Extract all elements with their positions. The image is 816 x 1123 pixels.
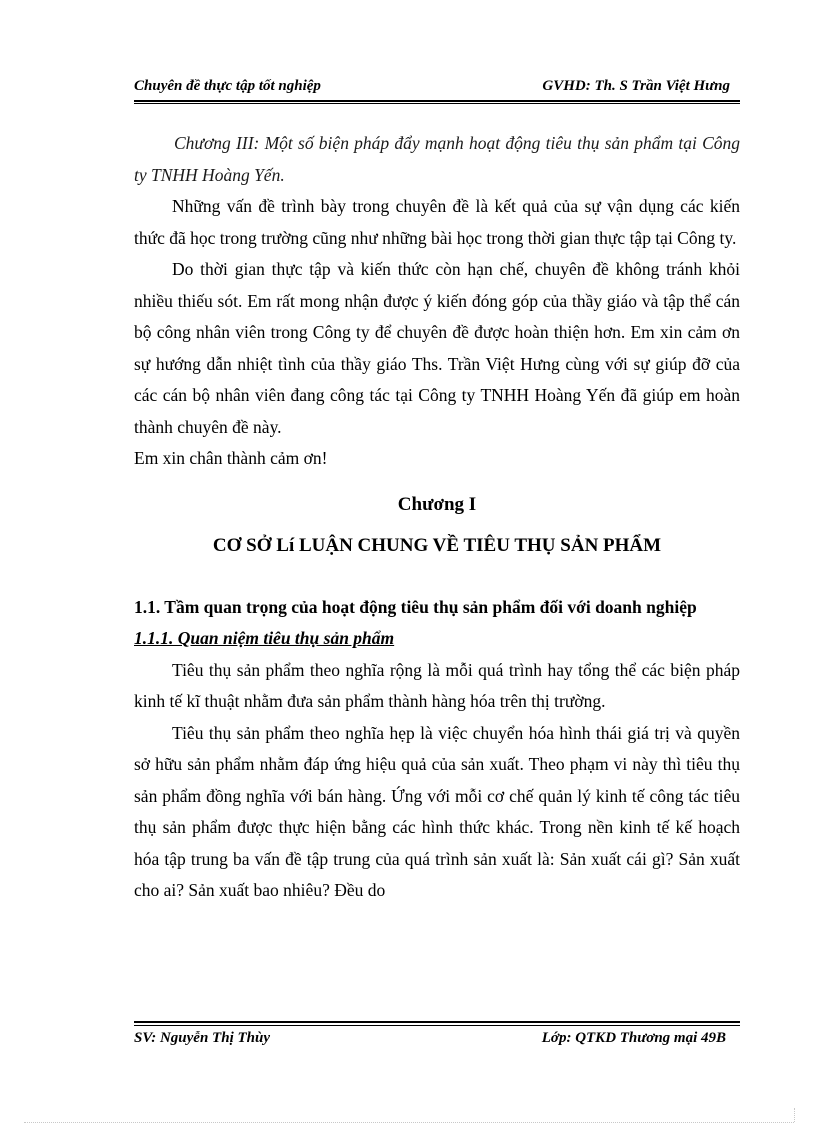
page-header: [134, 74, 740, 102]
paragraph-scope: Những vấn đề trình bày trong chuyên đề là kết quả của sự vận dụng các kiến thức đã học trong trường cũng như những bài học trong thời gian thực tập tại Công ty.: [134, 196, 740, 248]
page-edge-guide-right: [794, 1108, 795, 1122]
header-divider: [134, 103, 740, 104]
paragraph-acknowledgement: Do thời gian thực tập và kiến thức còn hạn chế, chuyên đề không tránh khỏi nhiều thiếu sót. Em rất mong nhận được ý kiến đóng góp của thầy giáo và tập thể cán bộ công nhân viên trong Công ty để chuyên đề được hoàn thiện hơn. Em xin cảm ơn sự hướng dẫn nhiệt tình của thầy giáo Ths. Trần Việt Hưng cùng với sự giúp đỡ của các cán bộ nhân viên đang công tác tại Công ty TNHH Hoàng Yến đã giúp em hoàn thành chuyên đề này.: [134, 259, 740, 437]
thanks-line: Em xin chân thành cảm ơn!: [134, 448, 328, 468]
chapter-title: CƠ SỞ Lí LUẬN CHUNG VỀ TIÊU THỤ SẢN PHẨM: [212, 535, 662, 556]
paragraph-narrow-definition: Tiêu thụ sản phẩm theo nghĩa hẹp là việc chuyển hóa hình thái giá trị và quyền sở hữu sản phẩm nhằm đáp ứng hiệu quả của sản xuất. Theo phạm vi này thì tiêu thụ sản phẩm đồng nghĩa với bán hàng. Ứng với mỗi cơ chế quản lý kinh tế công tác tiêu thụ sản phẩm được thực hiện bằng các hình thức khác. Trong nền kinh tế kế hoạch hóa tập trung ba vấn đề tập trung của quá trình sản xuất là: Sản xuất cái gì? Sản xuất cho ai? Sản xuất bao nhiêu? Đều do: [134, 722, 740, 900]
paragraph-broad-definition: Tiêu thụ sản phẩm theo nghĩa rộng là mỗi quá trình hay tổng thể các biện pháp kinh tế kĩ thuật nhằm đưa sản phẩm thành hàng hóa trên thị trường.: [134, 659, 740, 711]
footer-student: SV: Nguyễn Thị Thùy: [134, 1030, 270, 1046]
subsection-heading: 1.1.1. Quan niệm tiêu thụ sản phẩm: [134, 628, 395, 648]
chapter-three-summary: Chương III: Một số biện pháp đẩy mạnh hoạt động tiêu thụ sản phẩm tại Công ty TNHH Hoàng Yến.: [134, 133, 740, 185]
footer-divider-thin: [134, 1025, 740, 1026]
header-supervisor: GVHD: Th. S Trần Việt Hưng: [542, 78, 730, 94]
footer-divider: [134, 1021, 740, 1023]
section-heading: 1.1. Tầm quan trọng của hoạt động tiêu thụ sản phẩm đối với doanh nghiệp: [134, 596, 697, 617]
chapter-number: Chương I: [397, 493, 477, 515]
page-content: [134, 128, 740, 907]
page-footer: [134, 1030, 740, 1052]
footer-class: Lớp: QTKD Thương mại 49B: [541, 1030, 726, 1046]
header-report-title: Chuyên đề thực tập tốt nghiệp: [134, 78, 321, 94]
